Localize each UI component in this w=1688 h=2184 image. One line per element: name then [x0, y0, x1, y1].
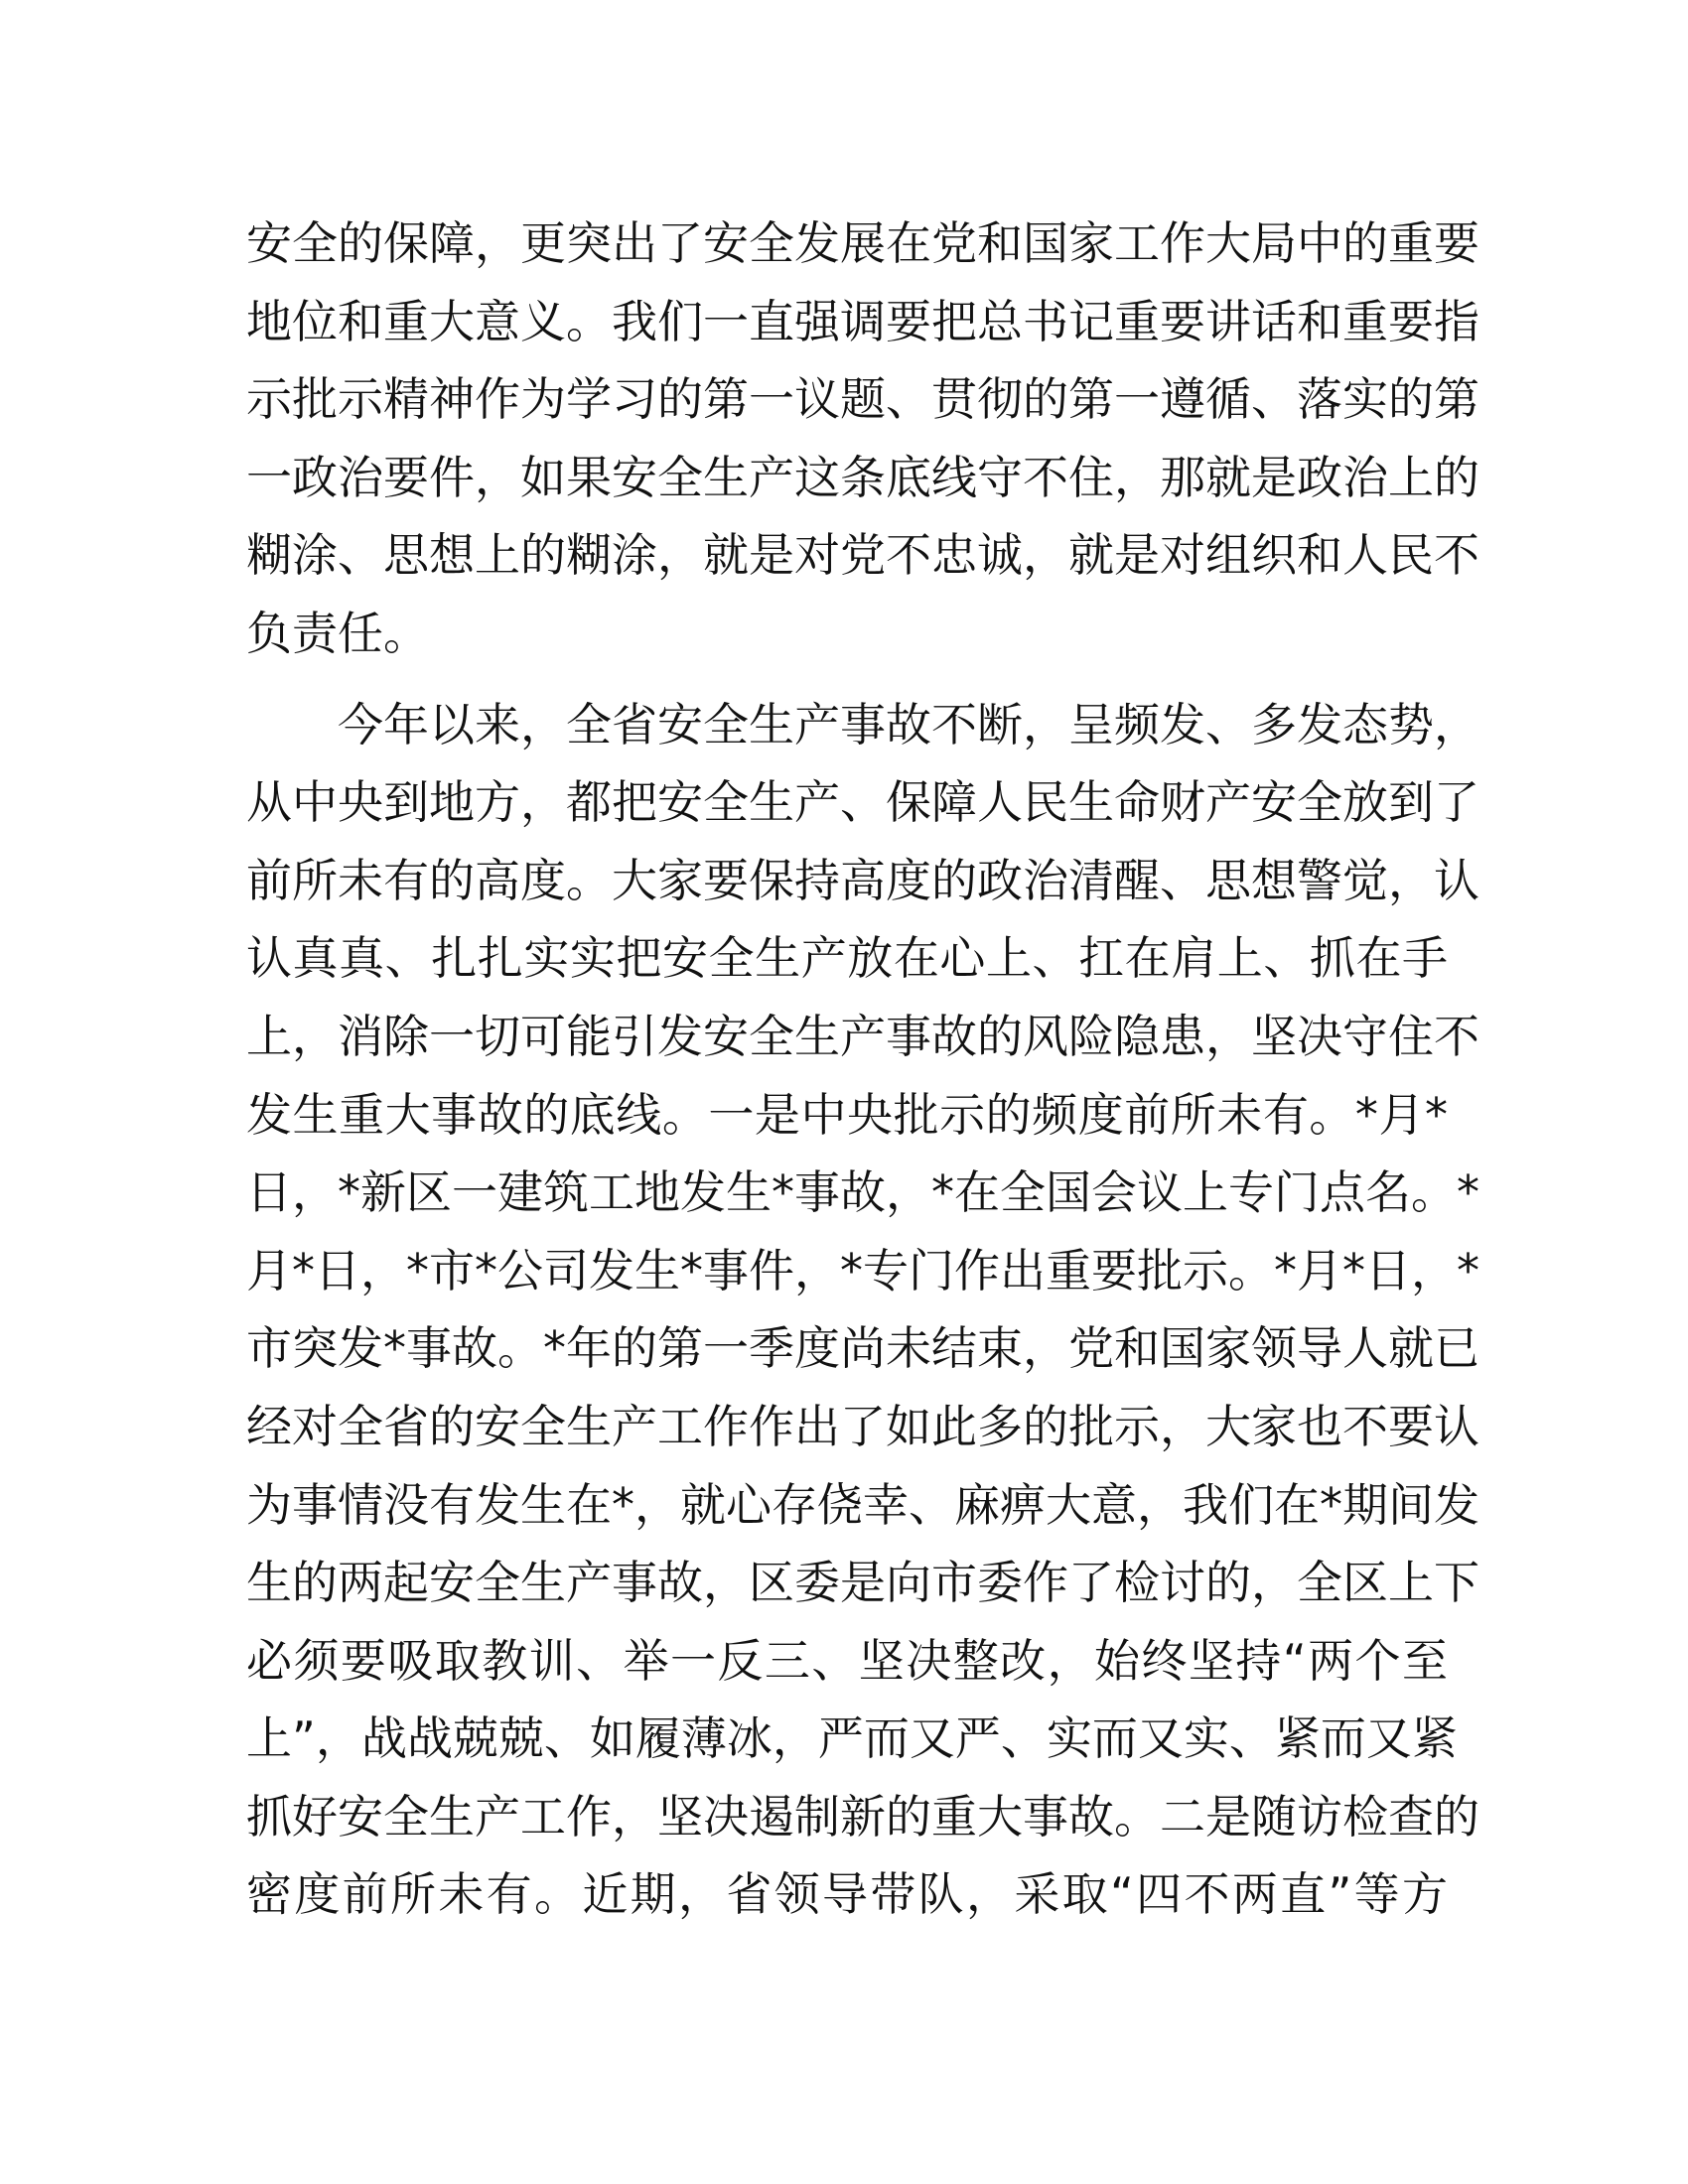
text-line: 密度前所未有。近期，省领导带队，采取“四不两直”等方: [246, 1867, 1448, 1922]
text-line: 示批示精神作为学习的第一议题、贯彻的第一遵循、落实的第: [246, 372, 1479, 427]
text-line: 抓好安全生产工作，坚决遏制新的重大事故。二是随访检查的: [246, 1789, 1479, 1843]
text-line: 日，*新区一建筑工地发生*事故，*在全国会议上专门点名。*: [246, 1165, 1479, 1220]
text-line: 从中央到地方，都把安全生产、保障人民生命财产安全放到了: [246, 775, 1479, 830]
text-line: 市突发*事故。*年的第一季度尚未结束，党和国家领导人就已: [246, 1321, 1479, 1376]
text-line: 经对全省的安全生产工作作出了如此多的批示，大家也不要认: [246, 1399, 1479, 1453]
text-line: 地位和重大意义。我们一直强调要把总书记重要讲话和重要指: [246, 294, 1479, 348]
text-line: 必须要吸取教训、举一反三、坚决整改，始终坚持“两个至: [246, 1633, 1448, 1688]
text-line: 糊涂、思想上的糊涂，就是对党不忠诚，就是对组织和人民不: [246, 528, 1479, 583]
text-line: 认真真、扎扎实实把安全生产放在心上、扛在肩上、抓在手: [246, 931, 1448, 986]
text-line: 前所未有的高度。大家要保持高度的政治清醒、思想警觉，认: [246, 853, 1479, 907]
text-line: 安全的保障，更突出了安全发展在党和国家工作大局中的重要: [246, 216, 1479, 270]
text-line: 今年以来，全省安全生产事故不断，呈频发、多发态势，: [246, 697, 1479, 751]
text-line: 负责任。: [246, 606, 429, 660]
text-line: 上，消除一切可能引发安全生产事故的风险隐患，坚决守住不: [246, 1009, 1479, 1063]
text-line: 生的两起安全生产事故，区委是向市委作了检讨的，全区上下: [246, 1556, 1479, 1610]
paragraph-spacer: [246, 673, 1448, 686]
text-line: 发生重大事故的底线。一是中央批示的频度前所未有。*月*: [246, 1087, 1448, 1142]
document-body: [246, 205, 1479, 1934]
paragraph: [246, 686, 1479, 1935]
text-line: 为事情没有发生在*，就心存侥幸、麻痹大意，我们在*期间发: [246, 1477, 1479, 1532]
text-line: 上”，战战兢兢、如履薄冰，严而又严、实而又实、紧而又紧: [246, 1711, 1458, 1766]
text-line: 一政治要件，如果安全生产这条底线守不住，那就是政治上的: [246, 450, 1479, 504]
paragraph: [246, 205, 1479, 673]
text-line: 月*日，*市*公司发生*事件，*专门作出重要批示。*月*日，*: [246, 1243, 1479, 1297]
